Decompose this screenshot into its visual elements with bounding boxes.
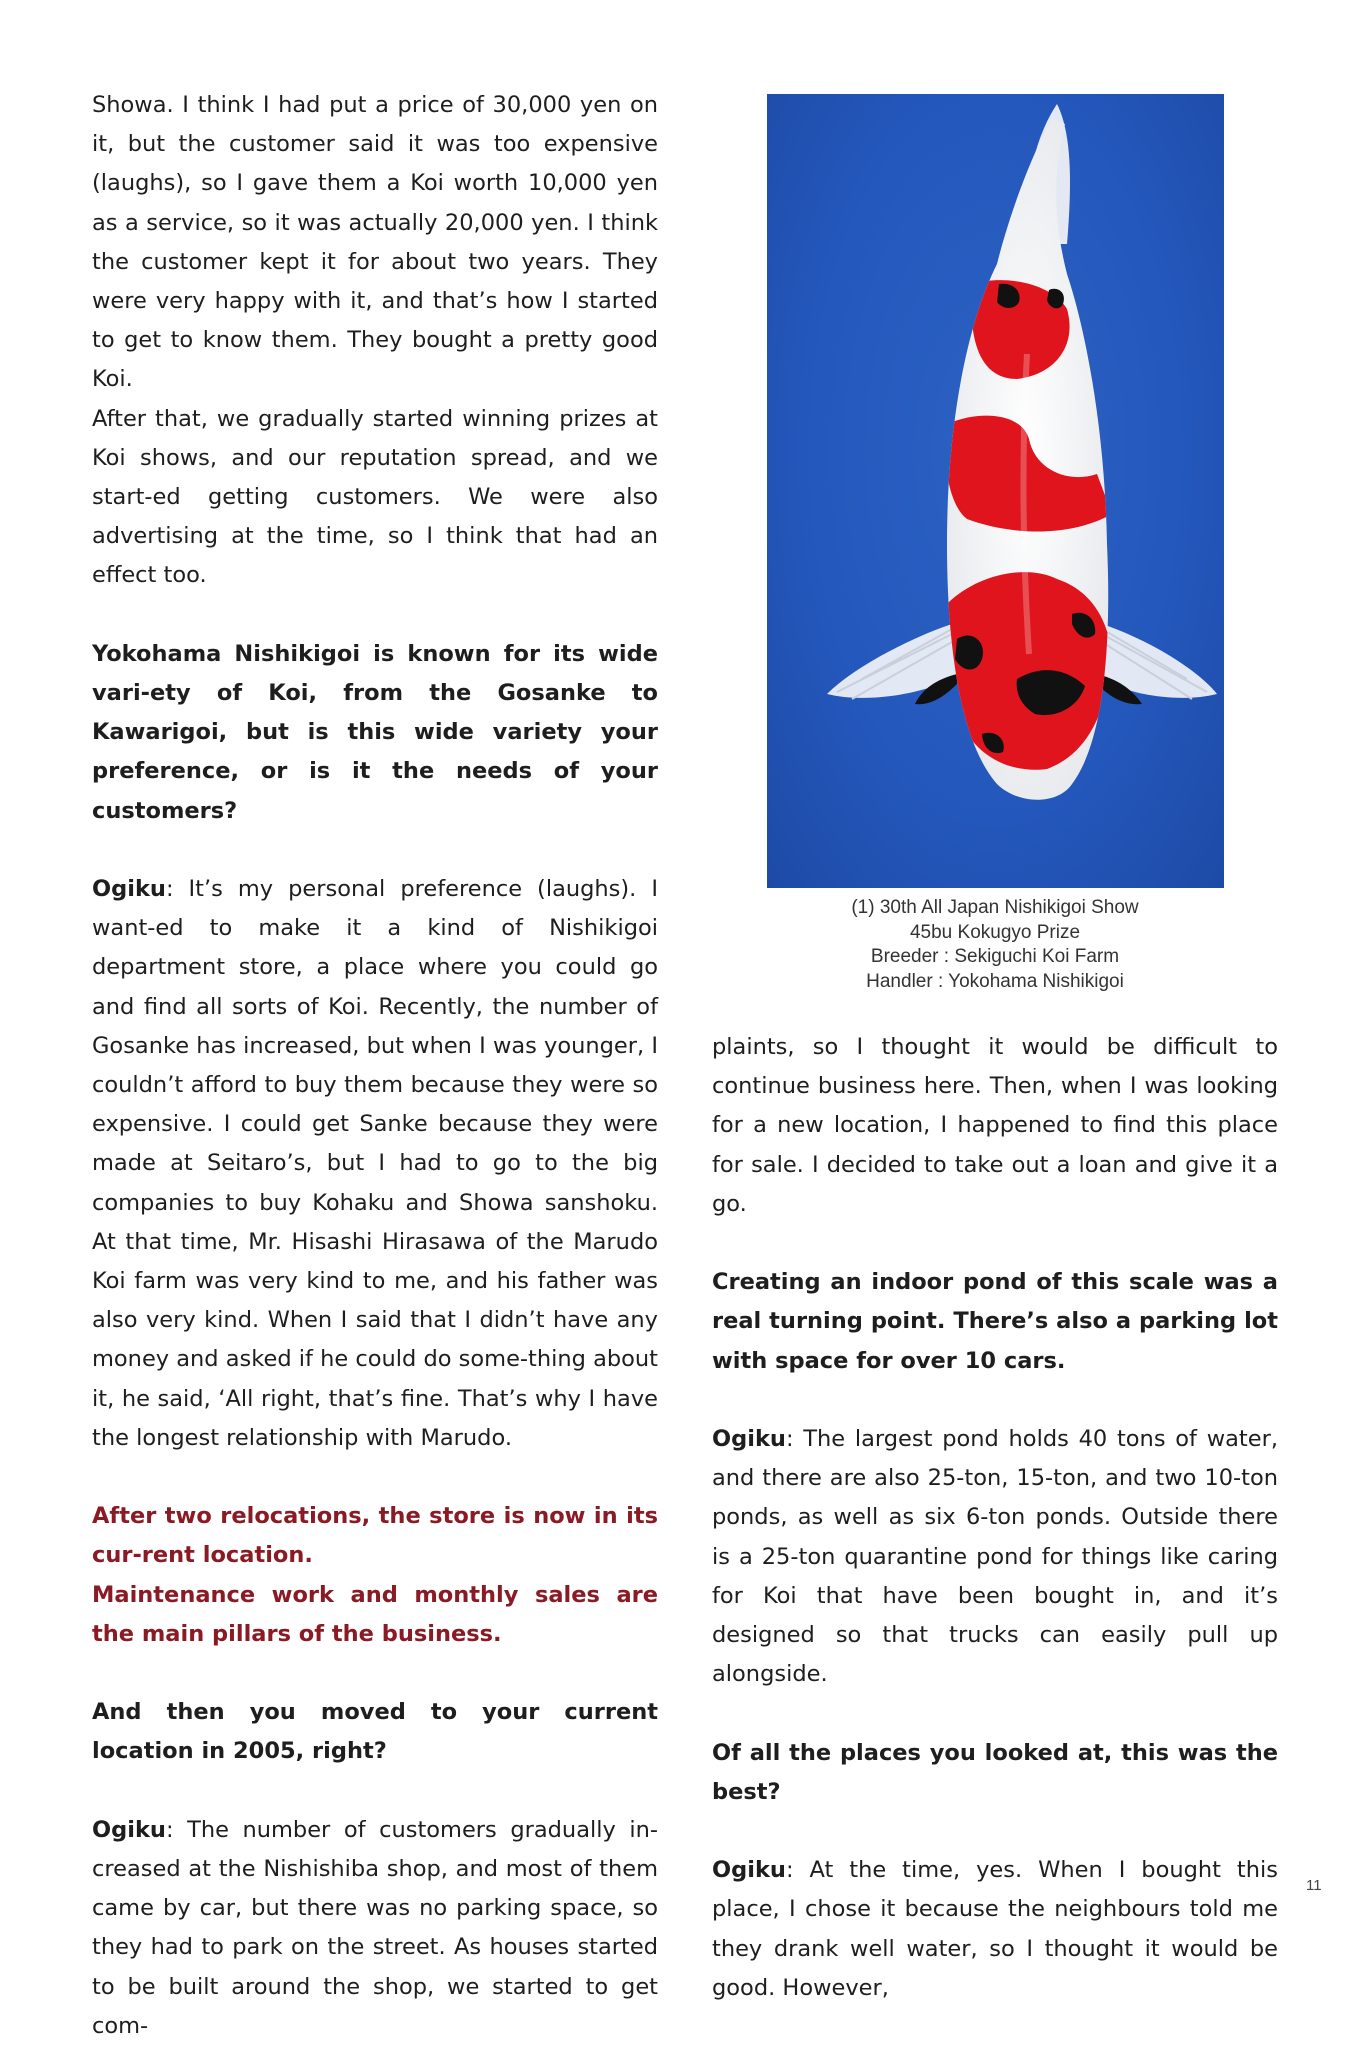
- speaker-name: Ogiku: [92, 1816, 166, 1843]
- koi-photo: [767, 94, 1224, 888]
- caption-line: Handler : Yokohama Nishikigoi: [866, 970, 1124, 992]
- photo-caption: [712, 896, 1278, 994]
- speaker-name: Ogiku: [712, 1857, 786, 1884]
- interview-question: Creating an indoor pond of this scale was a real turning point. There’s also a parking lot with space for over 10 cars.: [712, 1269, 1278, 1374]
- answer-text: : At the time, yes. When I bought this place, I chose it because the neighbours told me they drank well water, so I thought it would be good. However,: [712, 1857, 1278, 2001]
- interview-question: And then you moved to your current location in 2005, right?: [92, 1699, 658, 1765]
- answer-text: : The number of customers gradually in-creased at the Nishishiba shop, and most of them came by car, but there was no parking space, so they had to park on the street. As houses started to be built around the shop, we started to get com-: [92, 1816, 658, 2039]
- interview-answer: [712, 1851, 1278, 2008]
- caption-line: 45bu Kokugyo Prize: [909, 921, 1081, 943]
- answer-text: : The largest pond holds 40 tons of water, and there are also 25-ton, 15-ton, and two 10-ton ponds, as well as six 6-ton ponds. Outside there is a 25-ton quarantine pond for things like caring for Koi that have been bought in, and it’s designed so that trucks can easily pull up alongside.: [712, 1426, 1278, 1688]
- interview-question: Yokohama Nishikigoi is known for its wide vari-ety of Koi, from the Gosanke to Kawarigoi, but is this wide variety your preference, or is it the needs of your customers?: [92, 640, 658, 824]
- section-heading: Maintenance work and monthly sales are the main pillars of the business.: [92, 1581, 658, 1647]
- caption-line: Breeder : Sekiguchi Koi Farm: [870, 946, 1120, 967]
- interview-answer: [92, 1811, 658, 2046]
- interview-question: Of all the places you looked at, this was the best?: [712, 1739, 1278, 1805]
- answer-text: : It’s my personal preference (laughs). I want-ed to make it a kind of Nishikigoi department store, a place where you could go and find all sorts of Koi. Recently, the number of Gosanke has increased, but when I was younger, I couldn’t afford to buy them because they were so expensive. I could get Sanke because they were made at Seitaro’s, but I had to go to the big companies to buy Kohaku and Showa sanshoku. At that time, Mr. Hisashi Hirasawa of the Marudo Koi farm was very kind to me, and his father was also very kind. When I said that I didn’t have any money and asked if he could do some-thing about it, he said, ‘All right, that’s fine. That’s why I have the longest relationship with Marudo.: [92, 876, 658, 1451]
- interview-answer: [712, 1420, 1278, 1694]
- left-column: [92, 86, 658, 2046]
- interview-answer: [92, 870, 658, 1458]
- page-number: 11: [1306, 1877, 1322, 1894]
- body-paragraph: After that, we gradually started winning prizes at Koi shows, and our reputation spread, and we start-ed getting customers. We were also advertising at the time, so I think that had an effect too.: [92, 405, 658, 589]
- speaker-name: Ogiku: [92, 876, 166, 903]
- caption-line: (1) 30th All Japan Nishikigoi Show: [851, 897, 1139, 918]
- speaker-name: Ogiku: [712, 1426, 786, 1452]
- body-paragraph: Showa. I think I had put a price of 30,000 yen on it, but the customer said it was too expensive (laughs), so I gave them a Koi worth 10,000 yen as a service, so it was actually 20,000 yen. I think the customer kept it for about two years. They were very happy with it, and that’s how I started to get to know them. They bought a pretty good Koi.: [92, 92, 658, 393]
- right-column: [712, 1028, 1278, 2008]
- body-paragraph: plaints, so I thought it would be difficult to continue business here. Then, when I was looking for a new location, I happened to find this place for sale. I decided to take out a loan and give it a go.: [712, 1034, 1278, 1217]
- koi-fish-illustration: [767, 94, 1224, 888]
- section-heading: After two relocations, the store is now in its cur-rent location.: [92, 1503, 658, 1569]
